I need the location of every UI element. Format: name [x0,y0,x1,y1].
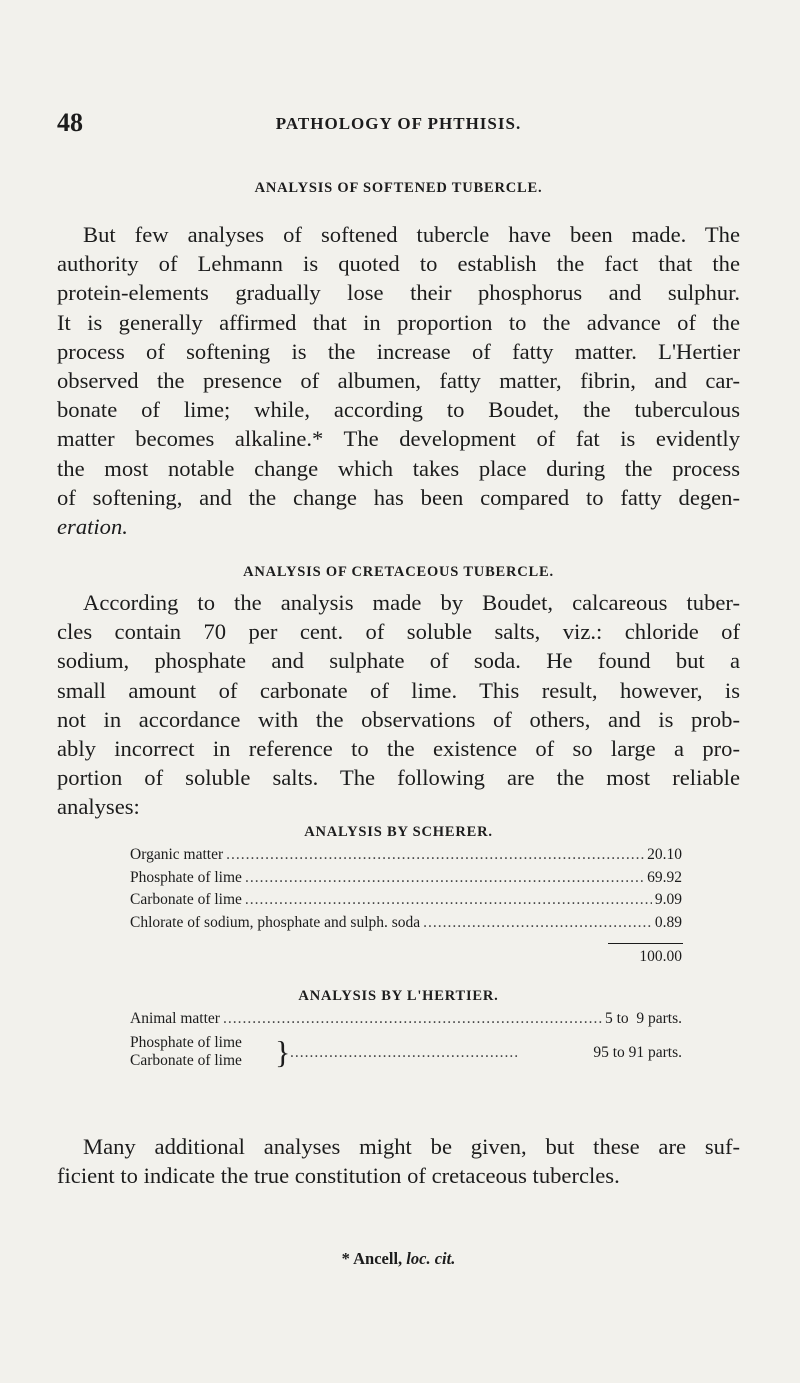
text-line: cles contain 70 per cent. of soluble salts, viz.: chloride of [57,619,740,645]
total-rule [608,943,683,944]
paragraph-softened [57,220,740,541]
brace-labels [130,1034,242,1070]
text-line: But few analyses of softened tubercle have been made. The [83,222,740,247]
text-line: not in accordance with the observations of others, and is prob- [57,706,740,732]
right-brace-icon: } [275,1034,291,1070]
dot-leader [245,891,652,909]
table-row [130,1010,682,1033]
running-title: PATHOLOGY OF PHTHISIS. [275,114,522,133]
row-value: 20.10 [647,846,682,863]
paragraph-cretaceous [57,588,740,822]
text-line: authority of Lehmann is quoted to establish the fact that the [57,251,740,277]
table-row [130,891,682,914]
dot-leader [245,869,644,887]
running-head [57,108,740,138]
text-line: of softening, and the change has been compared to fatty degen- [57,484,740,510]
dot-leader [223,1010,602,1028]
text-line: process of softening is the increase of fatty matter. L'Hertier [57,338,740,364]
row-label: Phosphate of lime [130,868,242,886]
brace-value: 95 to 91 parts. [593,1044,682,1061]
section-heading-cretaceous: ANALYSIS OF CRETACEOUS TUBERCLE. [243,564,554,580]
text-line: matter becomes alkaline.* The development of fat is evidently [57,426,740,452]
text-line: It is generally affirmed that in proportion to the advance of the [57,309,740,335]
table-heading-lhertier: ANALYSIS BY L'HERTIER. [298,988,499,1004]
table-row [130,869,682,892]
table-scherer [130,846,682,936]
text-line: observed the presence of albumen, fatty matter, fibrin, and car- [57,368,740,394]
text-line: ficient to indicate the true constitution of cretaceous tubercles. [57,1163,620,1189]
text-line: Many additional analyses might be given, but these are suf- [83,1134,740,1159]
text-line: According to the analysis made by Boudet, calcareous tuber- [83,590,740,615]
footnote-marker: * Ancell, [341,1249,403,1268]
paragraph-closing [57,1132,740,1190]
row-value: 9.09 [654,891,682,908]
page-number: 48 [57,108,83,137]
brace-row [130,1034,682,1078]
brace-label: Phosphate of lime [130,1034,242,1051]
row-value: 5 to 9 parts. [604,1010,682,1027]
footnote-citation: loc. cit. [406,1249,456,1268]
text-line: portion of soluble salts. The following are the most reliable [57,765,740,791]
table-heading-scherer: ANALYSIS BY SCHERER. [304,824,493,840]
text-line: small amount of carbonate of lime. This result, however, is [57,677,740,703]
row-value: 69.92 [647,868,682,886]
text-line: the most notable change which takes place during the process [57,455,740,481]
table-lhertier [130,1010,682,1033]
text-line: analyses: [57,794,140,820]
footnote [57,1249,740,1269]
text-line: bonate of lime; while, according to Boudet, the tuberculous [57,397,740,423]
row-value: 0.89 [654,913,682,931]
total-value: 100.00 [639,948,682,965]
row-label: Chlorate of sodium, phosphate and sulph. soda [130,913,421,931]
text-line: eration. [57,514,128,540]
row-label: Animal matter [130,1010,220,1027]
row-label: Organic matter [130,846,224,863]
row-label: Carbonate of lime [130,891,242,908]
text-line: protein-elements gradually lose their phosphorus and sulphur. [57,280,740,306]
dot-leader [290,1044,520,1062]
table-row [130,846,682,869]
brace-label: Carbonate of lime [130,1052,242,1069]
dot-leader [226,846,644,864]
section-heading-softened: ANALYSIS OF SOFTENED TUBERCLE. [254,180,543,196]
text-line: ably incorrect in reference to the existence of so large a pro- [57,736,740,762]
text-line: sodium, phosphate and sulphate of soda. He found but a [57,648,740,674]
dot-leader [423,914,652,932]
table-row [130,914,682,937]
